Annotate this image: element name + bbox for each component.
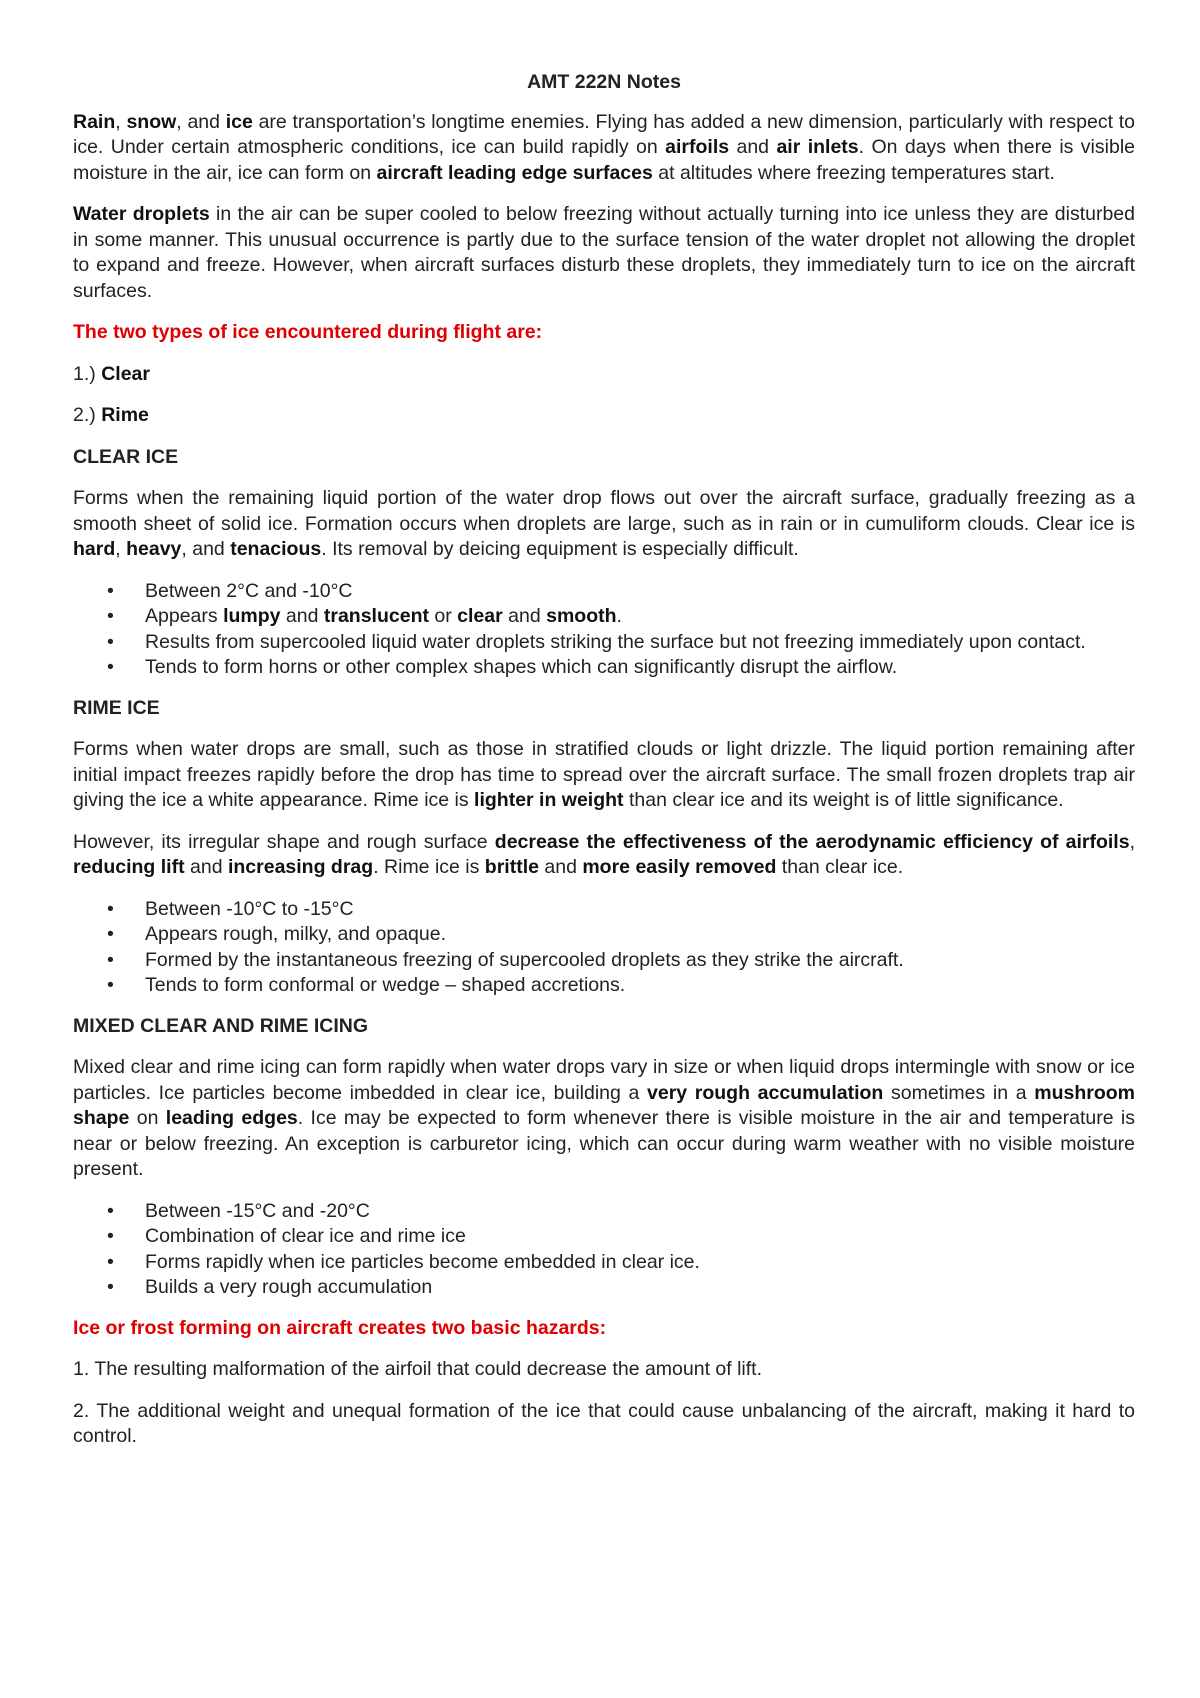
list-item: • Combination of clear ice and rime ice [107,1225,466,1247]
document-page [73,70,1135,1466]
list-item: • Appears lumpy and translucent or clear and smooth. [107,605,622,627]
list-item: • Tends to form horns or other complex shapes which can significantly disrupt the airflow. [107,656,898,678]
list-item: • Forms rapidly when ice particles become embedded in clear ice. [107,1250,700,1273]
hazards-heading: Ice or frost forming on aircraft creates two basic hazards: [73,1316,607,1339]
list-item: • Results from supercooled liquid water droplets striking the surface but not freezing immediately upon contact. [107,630,1086,653]
rime-ice-effects-paragraph: However, its irregular shape and rough surface decrease the effectiveness of the aerodynamic efficiency of airfoils, reducing lift and increasing drag. Rime ice is brittle and more easily removed than clear ice. [73,830,1135,878]
list-item: • Appears rough, milky, and opaque. [107,923,446,945]
list-item: • Builds a very rough accumulation [107,1276,433,1298]
rime-ice-heading: RIME ICE [73,696,160,719]
list-item: • Tends to form conformal or wedge – shaped accretions. [107,974,626,996]
list-item: • Between -10°C to -15°C [107,897,354,920]
mixed-icing-paragraph: Mixed clear and rime icing can form rapidly when water drops vary in size or when liquid drops intermingle with snow or ice particles. Ice particles become imbedded in clear ice, building a very rough accumulation sometimes in a mushroom shape on leading edges. Ice may be expected to form whenever there is visible moisture in the air and temperature is near or below freezing. An exception is carburetor icing, which can occur during warm weather with no visible moisture present. [73,1056,1135,1180]
clear-ice-heading: CLEAR ICE [73,445,179,468]
page-title: AMT 222N Notes [527,71,681,93]
water-droplets-paragraph: Water droplets in the air can be super cooled to below freezing without actually turning into ice unless they are disturbed in some manner. This unusual occurrence is partly due to the surface tension of the water droplet not allowing the droplet to expand and freeze. However, when aircraft surfaces disturb these droplets, they immediately turn to ice on the aircraft surfaces. [73,203,1135,302]
clear-ice-bullets [73,579,1135,681]
rime-ice-paragraph: Forms when water drops are small, such as those in stratified clouds or light drizzle. The liquid portion remaining after initial impact freezes rapidly before the drop has time to spread over the aircraft surface. The small frozen droplets trap air giving the ice a white appearance. Rime ice is lighter in weight than clear ice and its weight is of little significance. [73,738,1135,811]
ice-type-clear: 1.) Clear [73,362,150,385]
clear-ice-paragraph: Forms when the remaining liquid portion of the water drop flows out over the aircraft surface, gradually freezing as a smooth sheet of solid ice. Formation occurs when droplets are large, such as in rain or in cumuliform clouds. Clear ice is hard, heavy, and tenacious. Its removal by deicing equipment is especially difficult. [73,487,1135,560]
ice-type-rime: 2.) Rime [73,404,149,426]
intro-paragraph: Rain, snow, and ice are transportation’s longtime enemies. Flying has added a new dimension, particularly with respect to ice. Under certain atmospheric conditions, ice can build rapidly on airfoils and air inlets. On days when there is visible moisture in the air, ice can form on aircraft leading edge surfaces at altitudes where freezing temperatures start. [73,110,1135,184]
list-item: • Between 2°C and -10°C [107,579,353,602]
mixed-icing-heading: MIXED CLEAR AND RIME ICING [73,1014,369,1037]
hazard-1: 1. The resulting malformation of the airfoil that could decrease the amount of lift. [73,1358,763,1380]
list-item: • Formed by the instantaneous freezing of supercooled droplets as they strike the aircraft. [107,948,904,971]
ice-types-heading: The two types of ice encountered during flight are: [73,321,543,343]
rime-ice-bullets [73,897,1135,999]
mixed-icing-bullets [73,1199,1135,1301]
list-item: • Between -15°C and -20°C [107,1199,370,1222]
hazard-2: 2. The additional weight and unequal formation of the ice that could cause unbalancing of the aircraft, making it hard to control. [73,1399,1135,1447]
